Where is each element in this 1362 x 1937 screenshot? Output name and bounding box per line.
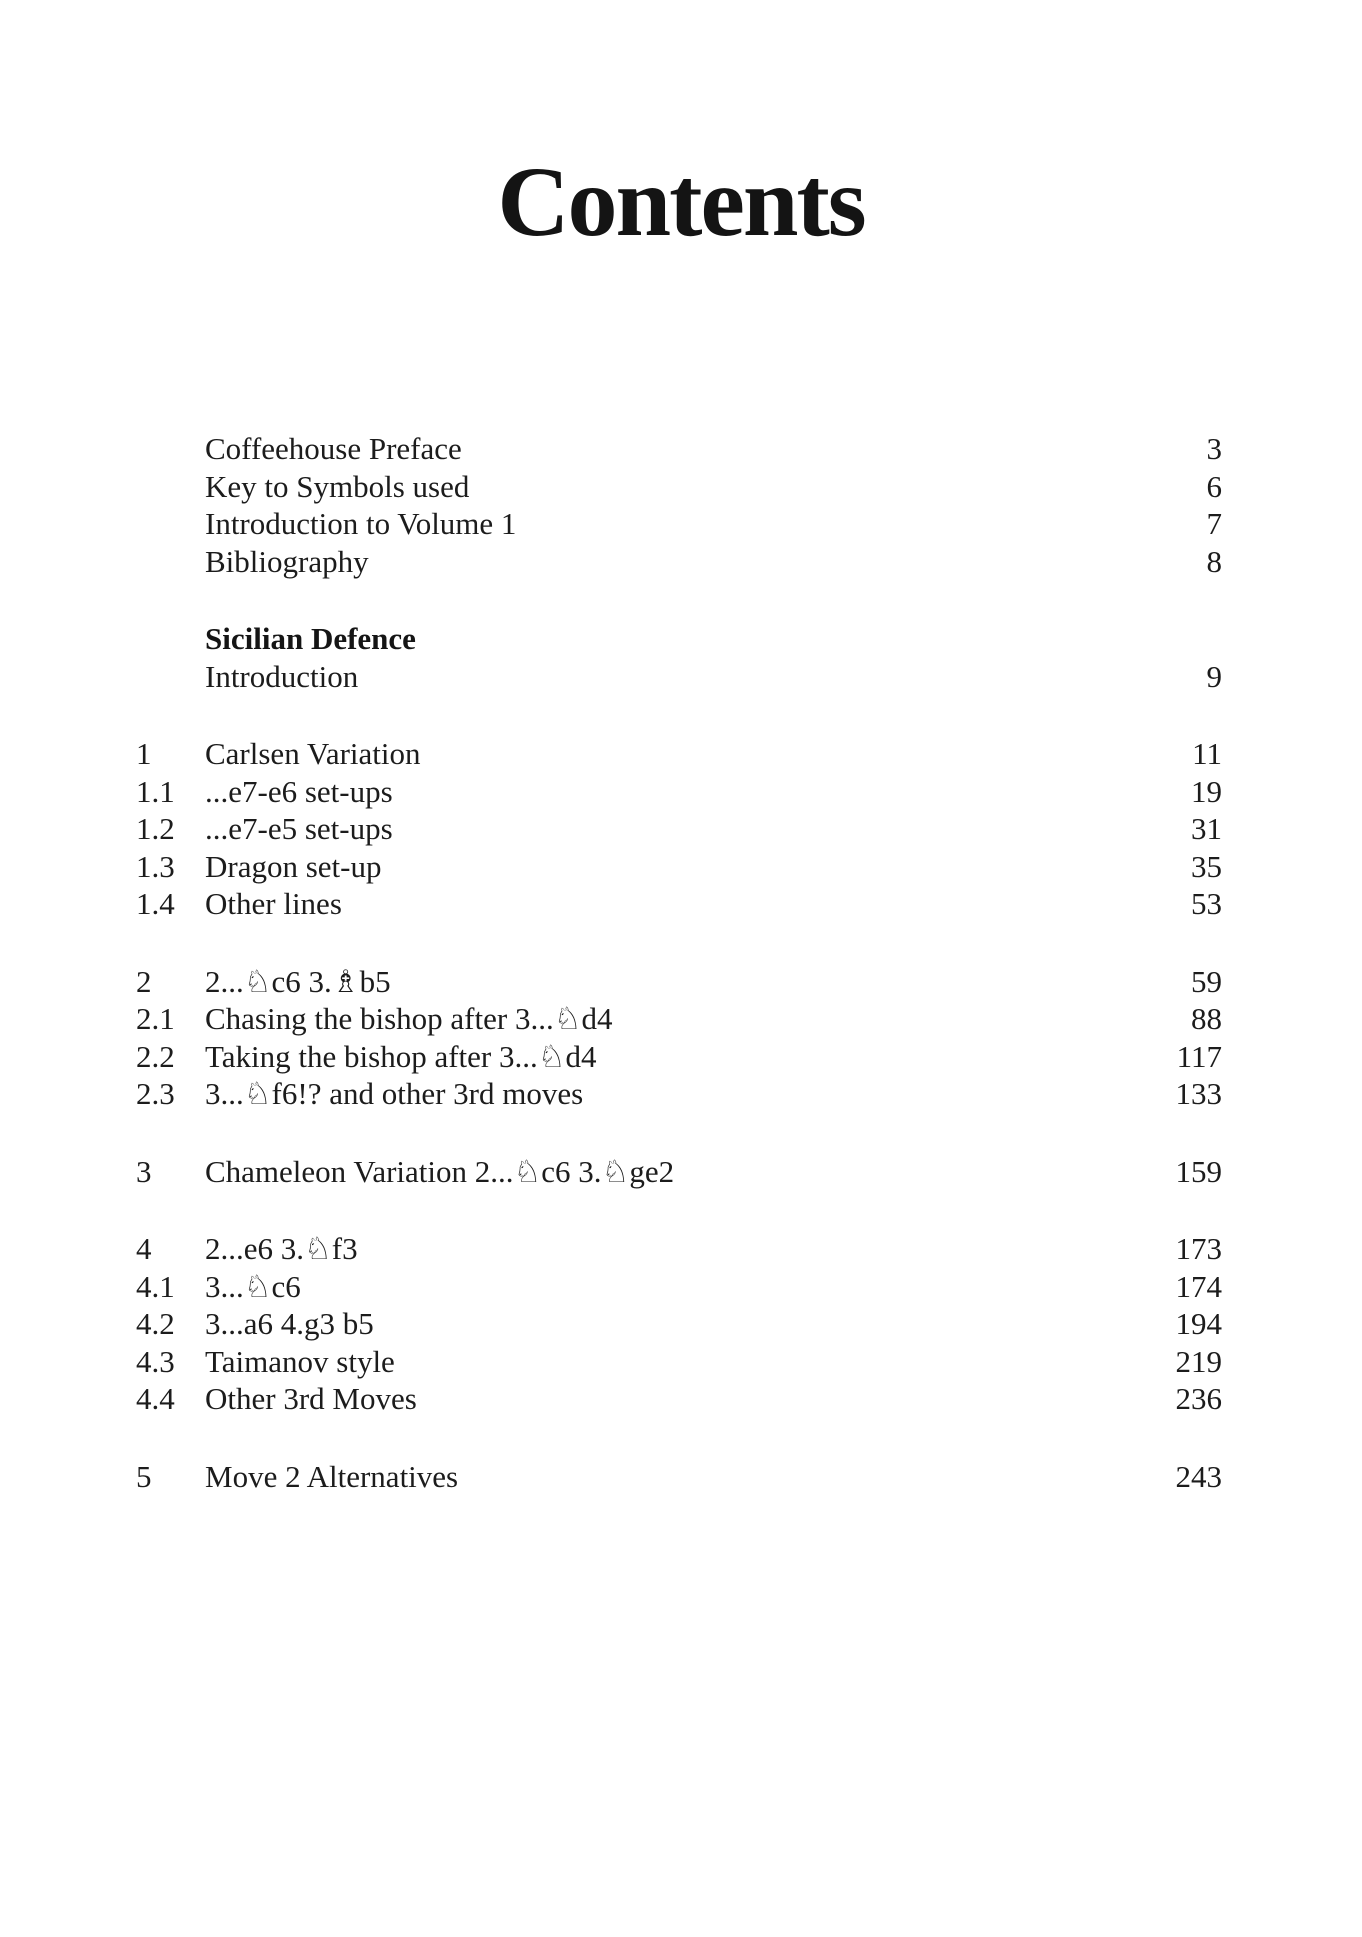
toc-row-label: Dragon set-up <box>205 848 382 884</box>
toc-row <box>136 848 1222 886</box>
toc-row-number: 5 <box>136 1458 152 1494</box>
toc-row-page: 88 <box>1191 1001 1222 1036</box>
toc-row-label: Move 2 Alternatives <box>205 1458 459 1494</box>
toc-row <box>136 468 1222 506</box>
toc-row-number: 1.2 <box>136 811 175 846</box>
toc-group-chapter-2 <box>136 963 1222 1113</box>
toc-row <box>136 1343 1222 1381</box>
toc-row-number: 4.2 <box>136 1306 175 1341</box>
toc-row <box>136 1380 1222 1418</box>
toc-row-page: 219 <box>1175 1343 1222 1379</box>
toc-group-sicilian-defence <box>136 620 1222 695</box>
toc-row-number: 4.1 <box>136 1268 175 1304</box>
toc-row-number: 4.3 <box>136 1343 175 1379</box>
toc-row-label: Taimanov style <box>205 1343 395 1379</box>
toc-row-number: 2.2 <box>136 1038 175 1074</box>
toc-row-label: Chameleon Variation 2...♘c6 3.♘ge2 <box>205 1153 675 1189</box>
toc-row-label: ...e7-e5 set-ups <box>205 811 393 846</box>
toc-row-label: Introduction <box>205 658 359 694</box>
toc-row-page: 173 <box>1175 1231 1222 1266</box>
toc-row <box>136 1305 1222 1343</box>
toc-row-number: 1.4 <box>136 886 175 921</box>
toc-row-page: 8 <box>1206 543 1222 579</box>
toc-row <box>136 810 1222 848</box>
toc-group-chapter-5 <box>136 1458 1222 1496</box>
toc-row <box>136 620 1222 658</box>
toc-row <box>136 735 1222 773</box>
toc-row <box>136 543 1222 581</box>
toc-row <box>136 505 1222 543</box>
toc-group-front-matter <box>136 430 1222 580</box>
toc-row <box>136 963 1222 1001</box>
toc-row <box>136 773 1222 811</box>
toc-row-label: Other lines <box>205 886 342 921</box>
toc-row-label: Taking the bishop after 3...♘d4 <box>205 1038 597 1074</box>
toc-row-label: 3...♘c6 <box>205 1268 301 1304</box>
toc-row-number: 2.3 <box>136 1076 175 1111</box>
toc-row-page: 35 <box>1191 848 1222 884</box>
toc-row-page: 19 <box>1191 773 1222 809</box>
toc-row-page: 7 <box>1206 506 1222 541</box>
toc-row-page: 6 <box>1206 468 1222 504</box>
toc-row <box>136 1000 1222 1038</box>
toc-row-page: 11 <box>1192 736 1222 771</box>
toc-row <box>136 1268 1222 1306</box>
toc-row <box>136 1458 1222 1496</box>
toc-row-label: 2...e6 3.♘f3 <box>205 1231 358 1266</box>
toc-row-number: 3 <box>136 1153 152 1189</box>
toc-row <box>136 1075 1222 1113</box>
toc-row-page: 117 <box>1176 1038 1222 1074</box>
toc-row-label: Coffeehouse Preface <box>205 431 462 466</box>
toc-row-number: 4 <box>136 1231 152 1266</box>
toc-row <box>136 1153 1222 1191</box>
toc-row <box>136 430 1222 468</box>
toc-row-number: 1.3 <box>136 848 175 884</box>
toc-row-label: 3...a6 4.g3 b5 <box>205 1306 374 1341</box>
toc-row-page: 159 <box>1175 1153 1222 1189</box>
toc-row-page: 31 <box>1191 811 1222 846</box>
page-title: Contents <box>497 146 865 257</box>
toc-row-label: Other 3rd Moves <box>205 1381 417 1416</box>
toc-row-number: 2.1 <box>136 1001 175 1036</box>
toc-row-page: 174 <box>1175 1268 1222 1304</box>
toc-group-chapter-1 <box>136 735 1222 923</box>
toc-row <box>136 1038 1222 1076</box>
toc-row-label: Sicilian Defence <box>205 621 416 656</box>
toc-row-page: 3 <box>1206 431 1222 466</box>
toc-row-label: 3...♘f6!? and other 3rd moves <box>205 1076 584 1111</box>
toc-row-label: Carlsen Variation <box>205 736 421 771</box>
toc-row-number: 1.1 <box>136 773 175 809</box>
toc-row-label: ...e7-e6 set-ups <box>205 773 393 809</box>
toc-row-page: 59 <box>1191 963 1222 999</box>
toc-row-number: 4.4 <box>136 1381 175 1416</box>
toc-row-page: 9 <box>1206 658 1222 694</box>
toc-row-label: Key to Symbols used <box>205 468 470 504</box>
toc-list <box>136 430 1222 1495</box>
toc-row-label: 2...♘c6 3.♗b5 <box>205 963 391 999</box>
toc-group-chapter-4 <box>136 1230 1222 1418</box>
toc-row <box>136 1230 1222 1268</box>
toc-row-label: Bibliography <box>205 543 369 579</box>
toc-row-page: 133 <box>1175 1076 1222 1111</box>
toc-group-chapter-3 <box>136 1153 1222 1191</box>
toc-row <box>136 885 1222 923</box>
toc-row-label: Chasing the bishop after 3...♘d4 <box>205 1001 613 1036</box>
toc-row-page: 194 <box>1175 1306 1222 1341</box>
toc-row-label: Introduction to Volume 1 <box>205 506 517 541</box>
toc-row-page: 53 <box>1191 886 1222 921</box>
toc-row <box>136 658 1222 696</box>
toc-row-page: 236 <box>1175 1381 1222 1416</box>
toc-row-number: 1 <box>136 736 152 771</box>
toc-row-page: 243 <box>1175 1458 1222 1494</box>
toc-row-number: 2 <box>136 963 152 999</box>
